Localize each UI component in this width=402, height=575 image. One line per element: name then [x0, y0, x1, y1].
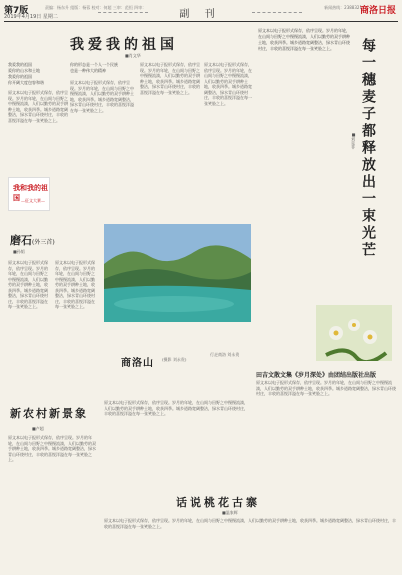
article-byline-5: ■卢超	[32, 426, 44, 431]
contest-subtitle: —征文大赛—	[21, 198, 45, 203]
body-text: 原文本以电子报形式保存，依序呈现。岁月的年轮，在山间与田野之中慢慢流淌，人们以勤劳的双手耕种土地，收获四季。城乡道路宽阔整洁，绿水青山环绕村庄，丰收的喜悦洋溢在每一张笑脸之上。	[256, 380, 396, 396]
body-text: 原文本以电子报形式保存，依序呈现。岁月的年轮，在山间与田野之中慢慢流淌，人们以勤劳的双手耕种土地，收获四季。城乡道路宽阔整洁，绿水青山环绕村庄，丰收的喜悦洋溢在每一张笑脸之上。	[8, 260, 48, 309]
body-text: 原文本以电子报形式保存，依序呈现。岁月的年轮，在山间与田野之中慢慢流淌，人们以勤劳的双手耕种土地，收获四季。城乡道路宽阔整洁，绿水青山环绕村庄，丰收的喜悦洋溢在每一张笑脸之上。	[55, 260, 95, 309]
article-title-4: 田吉文散文集《岁月深处》由团结出版社出版	[256, 372, 377, 379]
body-text: 原文本以电子报形式保存，依序呈现。岁月的年轮，在山间与田野之中慢慢流淌，人们以勤劳的双手耕种土地，收获四季。城乡道路宽阔整洁，绿水青山环绕村庄，丰收的喜悦洋溢在每一张笑脸之上。	[140, 62, 200, 95]
article-byline-1: ■肖文华	[125, 53, 141, 58]
flower-photo	[316, 305, 392, 361]
body-text: 原文本以电子报形式保存，依序呈现。岁月的年轮，在山间与田野之中慢慢流淌，人们以勤劳的双手耕种土地，收获四季。城乡道路宽阔整洁，绿水青山环绕村庄，丰收的喜悦洋溢在每一张笑脸之上。	[70, 80, 134, 113]
body-text: 原文本以电子报形式保存，依序呈现。岁月的年轮，在山间与田野之中慢慢流淌，人们以勤劳的双手耕种土地，收获四季。城乡道路宽阔整洁，绿水青山环绕村庄，丰收的喜悦洋溢在每一张笑脸之上。	[104, 400, 248, 416]
poem-column-2: 你的形态是一个人一个民族 也是一种伟大的精神	[70, 62, 118, 73]
photo-credit: 行走商洛 刘永贵	[210, 352, 240, 357]
body-text: 原文本以电子报形式保存，依序呈现。岁月的年轮，在山间与田野之中慢慢流淌，人们以勤劳的双手耕种土地，收获四季。城乡道路宽阔整洁，绿水青山环绕村庄，丰收的喜悦洋溢在每一张笑脸之上。	[8, 90, 68, 123]
article-byline-3: ■孙韬	[13, 249, 25, 254]
article-title-1: 我爱我的祖国	[70, 37, 178, 53]
page-header	[0, 0, 402, 22]
article-title-6: 话说桃花古寨	[176, 496, 260, 509]
body-text: 原文本以电子报形式保存，依序呈现。岁月的年轮，在山间与田野之中慢慢流淌，人们以勤劳的双手耕种土地，收获四季。城乡道路宽阔整洁，绿水青山环绕村庄，丰收的喜悦洋溢在每一张笑脸之上。	[204, 62, 252, 106]
section-title: 副 刊	[150, 5, 250, 20]
poem-column-1: 我爱我的祖国 爱你的山水和土地 我爱你的祖国 你开阔大度包容和谐	[8, 62, 44, 85]
newspaper-logo: 商洛日报	[359, 6, 396, 16]
essay-contest-badge	[8, 177, 50, 211]
page-number: 第7版	[4, 6, 29, 16]
landscape-photo	[104, 224, 251, 322]
article-title-2: 每一穗麦子都释放出一束光芒	[360, 38, 376, 259]
photo-title: 商洛山	[121, 358, 154, 369]
article-byline-6: ■温家辉	[222, 510, 238, 515]
body-text: 原文本以电子报形式保存，依序呈现。岁月的年轮，在山间与田野之中慢慢流淌，人们以勤劳的双手耕种土地，收获四季。城乡道路宽阔整洁，绿水青山环绕村庄，丰收的喜悦洋溢在每一张笑脸之上。	[258, 28, 350, 51]
editor-info: 责编：杨东升 组版：杨蓉 校对：何超 三审：范恒 四审：	[45, 5, 147, 10]
issue-date: 2019年4月19日 星期二	[4, 14, 58, 20]
hotline: 新闻热线：2388321	[324, 5, 362, 10]
contest-title: 我和我的祖国	[13, 183, 48, 202]
body-text: 原文本以电子报形式保存，依序呈现。岁月的年轮，在山间与田野之中慢慢流淌，人们以勤劳的双手耕种土地，收获四季。城乡道路宽阔整洁，绿水青山环绕村庄，丰收的喜悦洋溢在每一张笑脸之上。	[8, 435, 96, 462]
article-title-5: 新农村新景象	[10, 407, 88, 420]
article-byline-2: ■刘克非	[351, 132, 356, 149]
article-title-3: 磨石(外三首)	[10, 234, 55, 247]
photo-note: (摄影 刘永贵)	[162, 357, 187, 362]
body-text: 原文本以电子报形式保存，依序呈现。岁月的年轮，在山间与田野之中慢慢流淌，人们以勤劳的双手耕种土地，收获四季。城乡道路宽阔整洁，绿水青山环绕村庄，丰收的喜悦洋溢在每一张笑脸之上。	[104, 518, 396, 529]
header-rule	[4, 21, 398, 22]
